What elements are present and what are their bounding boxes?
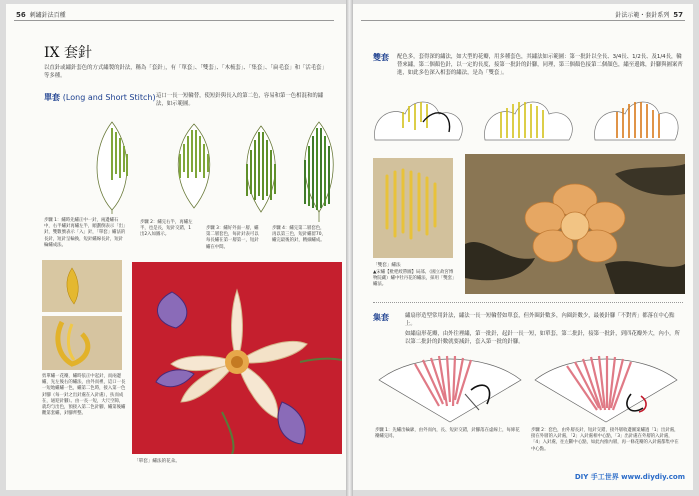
single-title-cn: 單套 [44,93,60,102]
stitch-photo-1 [42,260,122,312]
right-header-title: 針法示範・套針系列 [615,12,670,19]
left-header-rule [14,20,334,21]
leaf-diagram-3 [238,124,284,216]
single-stitch-title [44,92,156,103]
fan-stitch-title: 集套 [373,313,389,322]
thread-caption: 「雙套」繡法 [373,263,401,268]
painting-caption: ▲宋繡【枇杷綬帶圖】局部。（國立故宮博物院藏）繡中牡丹花的繡法，採用「雙套」繡法。 [373,270,455,288]
watermark-logo: DIY 手工世界 www.diydiy.com [574,473,685,481]
double-stitch-title: 雙套 [373,53,389,62]
fan-diagram-2 [531,350,681,424]
single-title-en: (Long and Short Stitch) [62,93,156,102]
step-1: 步驟 1：繡時先繡正中一針，兩邊繡石中，右半繡針再繡左半，順劃倒表示「出」針，雙數號表示「入」針，「單套」繡法的長針，短針呈輪換，短針繡線長針，短針輪繡成法。 [44,218,126,248]
section-title: IX 套針 [44,45,92,61]
left-header [16,10,66,19]
book-gutter [346,0,353,496]
flower-caption: 「單套」繡法的花朵。 [134,459,180,464]
peony-painting [465,154,685,294]
right-header [615,10,683,19]
leaf-diagram-4 [296,120,342,224]
left-header-title: 刺繡針法百種 [29,12,66,19]
double-stitch-desc: 配色多，套得深的繡法，如大型的花瓣，用多種套色，其繡法如示範圖：第一批針以全長、3/4長、1/2長、及1/4長，輪替來繡，第二個顏色針，以一定的長度，接第一批針的針腳，同理，第三個顏色接第二個顏色，繡至邊緣，針腳與圖案齊進，如此多色深入相套的繡法，是為「雙套」。 [397,54,683,76]
leaf-diagram-2 [166,120,222,216]
flower-embroidery-photo [132,262,342,454]
fan-stitch-desc-2: 如繡扇形花瓣，由外往裡繡，第一批針，起針一長一短，如單套，第二批針，接第一批針，到四花瓣外大，內小，所以第二批針的針數就要減針，套入第一批的針腳。 [405,331,680,345]
fan-step-1: 步驟 1：先繡出輪廓，由外而內，長、短針交錯，針腳落在虛線上，每條花瓣繡完同。 [375,428,520,440]
right-header-rule [361,20,685,21]
fan-diagram-1 [375,350,525,424]
stitch-photo-2 [42,316,122,370]
right-page-number: 57 [673,11,683,19]
step-3: 步驟 3：繡好外面一層，繡第二層套色，每針針表可以每長繡在第一層第一，短針繡在中間。 [206,226,259,250]
double-stitch-thread-photo [373,158,453,258]
right-page [353,4,693,490]
step-2: 步驟 2：繡完右半，再繡左半，也是長，短針交錯，1出2入如圖示。 [140,220,193,238]
left-page [6,4,346,490]
fan-stitch-desc: 繡扇形造型常用針法，繡法一長一短輪替如單套，但外圈針數多，內圈針數少，最後針腳「不對齊」都落在中心點上。 [405,313,675,327]
section-divider [373,302,683,303]
section-intro: 以直針或繡針套色的方式繡製的針法，稱為「套針」，有「單套」、「雙套」、「木梳套」、「集套」、「扁毛套」和「活毛套」等多種。 [44,65,327,79]
double-stitch-diagrams [367,92,683,154]
single-stitch-desc: 這口一長一短輪替，使短針與長入的第二色，容易和第一色相混和的繡法，如示範圖。 [156,93,324,107]
lower-caption: 剪單繡一花瓣，繡時依正中起針，而兩邊繡，先左後右的繡法，由外而裡，這口一長一短地繡繡一色，繡第二色時，接入第一色針腳（每一針之出針處在入針處），扶而成在，通迎針腳）。由一長一短，大尺空隙，就均勻出色，預接入第二色針腳，繡第後繡觀第套繡，針腳齊整。 [42,374,126,417]
leaf-diagram-1 [86,118,138,214]
fan-step-2: 步驟 2：套色，由外層長針，短針交錯，接外層收邊圖案繡過「1」出針處，接在外層的入針處，「2」入針處相中心點，「3」出針處在外層的入針處，「4」入針處，往左斷中心點，如此內推內層，再一條花瓣的入針處都集中在中心點。 [531,428,679,452]
step-4: 步驟 4：繡完第二層套色，再以第三色，短針繡留70，繡完最後的針，精細繡成。 [272,226,326,244]
left-page-number: 56 [16,11,26,19]
